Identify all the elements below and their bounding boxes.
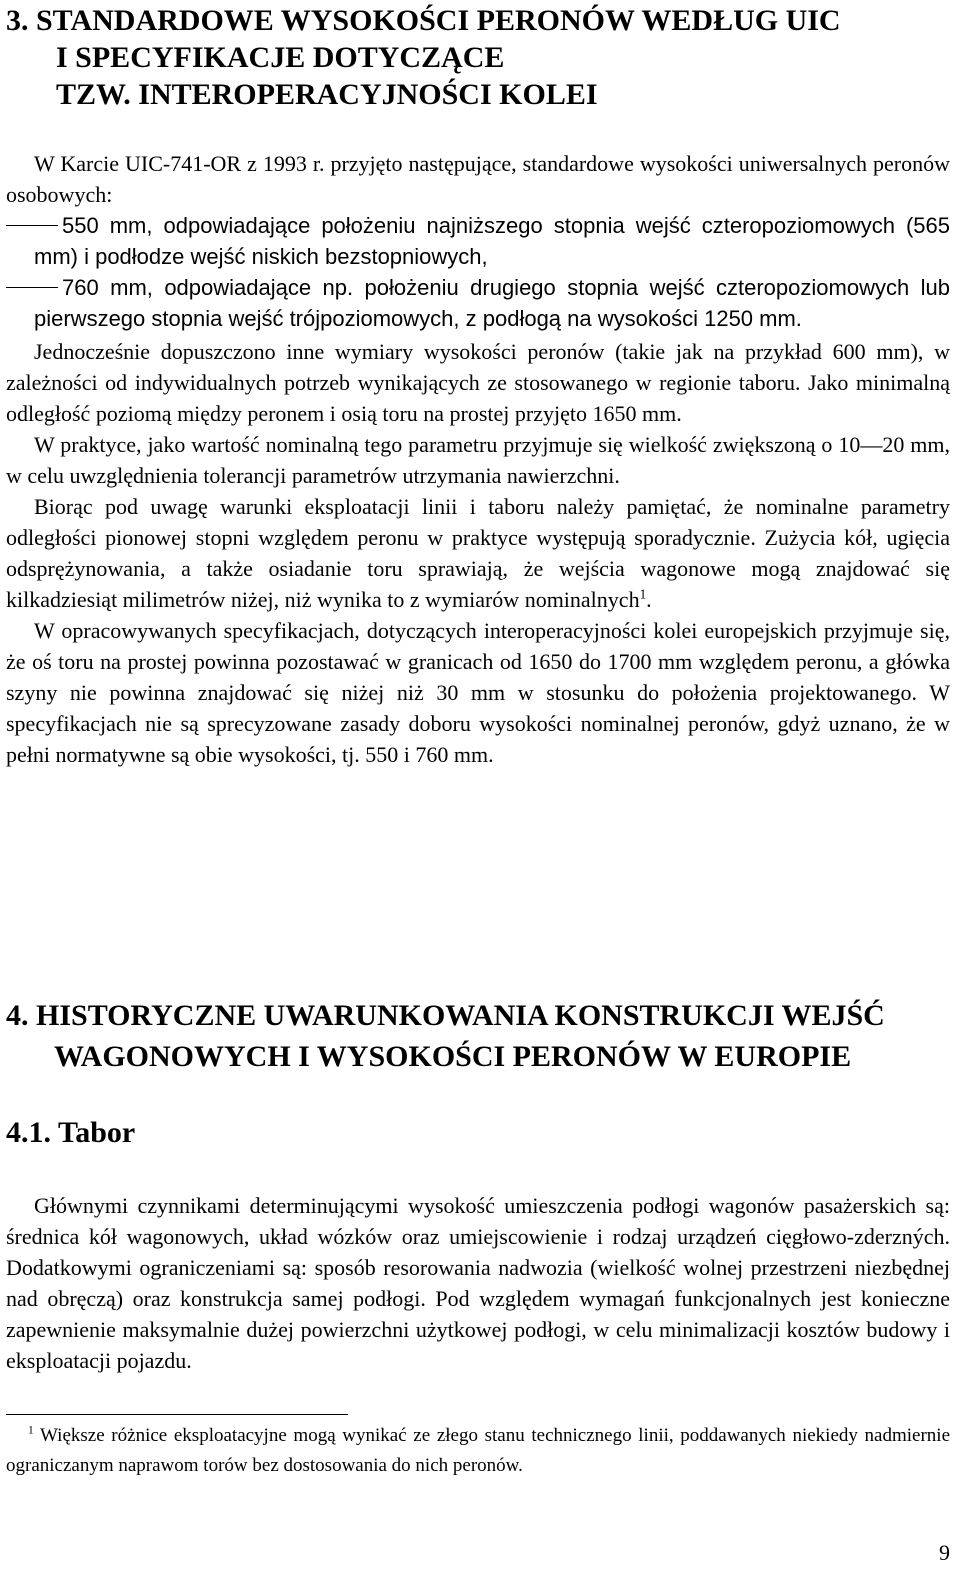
paragraph-end: . [646, 587, 652, 612]
paragraph: W opracowywanych specyfikacjach, dotyczących interoperacyjności kolei europejskich przyjmuje się, że oś toru na prostej powinna pozostawać w granicach od 1650 do 1700 mm względem peronu, a główka szyny nie powinna znajdować się niżej niż 30 mm w stosunku do położenia projektowanego. W specyfikacjach nie są sprecyzowane zasady doboru wysokości nominalnej peronów, gdyż uznano, że w pełni normatywne są obie wysokości, tj. 550 i 760 mm. [6, 618, 950, 767]
section-4-1-body [6, 1190, 950, 1376]
paragraph: W praktyce, jako wartość nominalną tego parametru przyjmuje się wielkość zwiększoną o 10—20 mm, w celu uwzględnienia tolerancji parametrów utrzymania nawierzchni. [6, 432, 950, 488]
paragraph: Jednocześnie dopuszczono inne wymiary wysokości peronów (takie jak na przykład 600 mm), w zależności od indywidualnych potrzeb wynikających ze stosowanego w regionie taboru. Jako minimalną odległość poziomą między peronem i osią toru na prostej przyjęto 1650 mm. [6, 339, 950, 426]
list-item [6, 272, 950, 334]
section-4-heading [6, 995, 956, 1077]
footnote-reference[interactable]: 1 [639, 586, 647, 602]
intro-paragraph: W Karcie UIC-741-OR z 1993 r. przyjęto następujące, standardowe wysokości uniwersalnych peronów osobowych: [6, 151, 950, 207]
list-item-text: 760 mm, odpowiadające np. położeniu drugiego stopnia wejść czteropoziomowych lub pierwszego stopnia wejść trójpoziomowych, z podłogą na wysokości 1250 mm. [34, 275, 950, 331]
footnote-text: Większe różnice eksploatacyjne mogą wynikać ze złego stanu technicznego linii, poddawanych niekiedy nadmiernie ograniczanym naprawom torów bez dostosowania do nich peronów. [6, 1425, 950, 1476]
footnote-divider [6, 1414, 348, 1415]
section-4-heading-line-1: 4. HISTORYCZNE UWARUNKOWANIA KONSTRUKCJI WEJŚĆ [6, 999, 885, 1032]
footnote [6, 1421, 950, 1481]
dash-bullet [6, 225, 58, 226]
intro-block [6, 148, 950, 334]
section-4-heading-line-2: WAGONOWYCH I WYSOKOŚCI PERONÓW W EUROPIE [54, 1040, 852, 1073]
section-4-1-heading: 4.1. Tabor [6, 1116, 136, 1149]
dash-bullet [6, 287, 58, 288]
section-3-heading-line-3: TZW. INTEROPERACYJNOŚCI KOLEI [56, 78, 598, 111]
paragraph [6, 491, 950, 615]
paragraph-text: Biorąc pod uwagę warunki eksploatacji linii i taboru należy pamiętać, że nominalne parametry odległości pionowej stopni względem peronu w praktyce występują sporadycznie. Zużycia kół, ugięcia odsprężynowania, a także osiadanie toru sprawiają, że wejścia wagonowe mogą znajdować się kilkadziesiąt milimetrów niżej, niż wynika to z wymiarów nominalnych [6, 494, 950, 612]
section-3-heading-line-2: I SPECYFIKACJE DOTYCZĄCE [56, 41, 505, 74]
page-number: 9 [939, 1540, 950, 1565]
list-item [6, 210, 950, 272]
section-3-heading [6, 2, 956, 113]
footnote-paragraph [6, 1421, 950, 1481]
footnote-marker: 1 [28, 1424, 34, 1437]
section-3-heading-line-1: 3. STANDARDOWE WYSOKOŚCI PERONÓW WEDŁUG UIC [6, 4, 841, 37]
paragraph: Głównymi czynnikami determinującymi wysokość umieszczenia podłogi wagonów pasażerskich są: średnica kół wagonowych, układ wózków oraz umiejscowienie i rodzaj urządzeń cięgłowo-zderzných. Dodatkowymi ograniczeniami są: sposób resorowania nadwozia (wielkość wolnej przestrzeni niezbędnej nad obręczą) oraz konstrukcja samej podłogi. Pod względem wymagań funkcjonalnych jest konieczne zapewnienie maksymalnie dużej powierzchni użytkowej podłogi, w celu minimalizacji kosztów budowy i eksploatacji pojazdu. [6, 1193, 950, 1373]
list-item-text: 550 mm, odpowiadające położeniu najniższego stopnia wejść czteropoziomowych (565 mm) i podłodze wejść niskich bezstopniowych, [34, 213, 950, 269]
section-3-body [6, 336, 950, 770]
